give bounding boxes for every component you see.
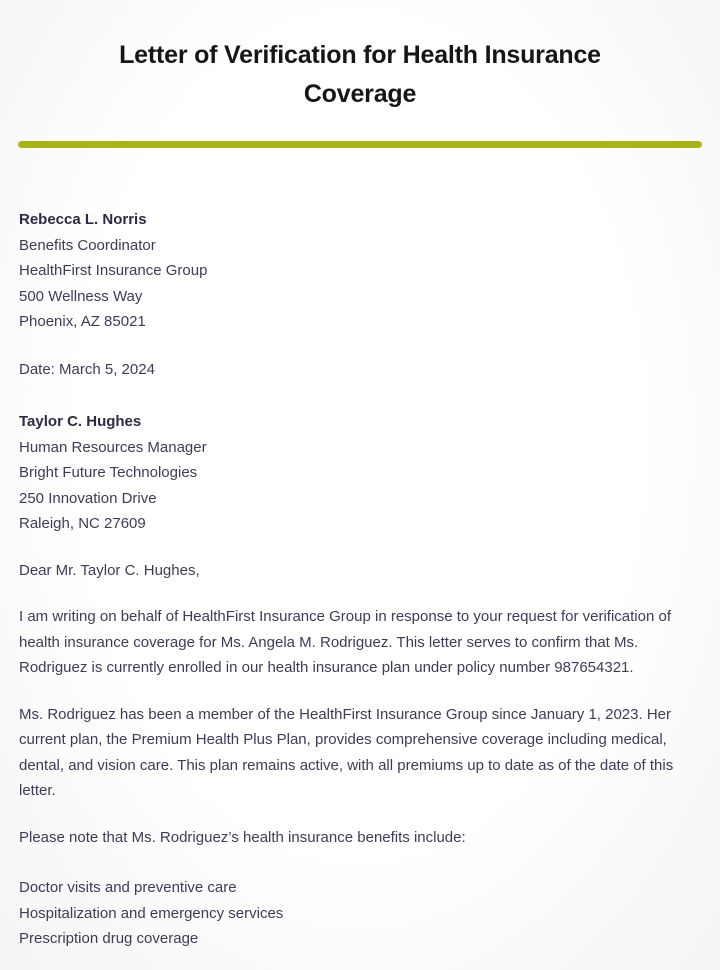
letter-document [0, 36, 720, 970]
accent-divider [18, 141, 702, 148]
paragraph-membership: Ms. Rodriguez has been a member of the HealthFirst Insurance Group since January 1, 2023. Her current plan, the Premium Health Plus Plan, provides comprehensive coverage including medical, dental, and vision care. This plan remains active, with all premiums up to date as of the date of this letter. [19, 705, 674, 799]
sender-organization: HealthFirst Insurance Group [19, 262, 208, 279]
recipient-address-block [19, 409, 701, 537]
sender-address-block [19, 207, 701, 335]
recipient-organization: Bright Future Technologies [19, 464, 198, 481]
date-line: Date: March 5, 2024 [19, 360, 155, 378]
paragraph-verification: I am writing on behalf of HealthFirst Insurance Group in response to your request for verification of health insurance coverage for Ms. Angela M. Rodriguez. This letter serves to confirm that Ms. Rodriguez is currently enrolled in our health insurance plan under policy number 987654321. [19, 608, 671, 676]
benefit-item: Hospitalization and emergency services [19, 904, 284, 922]
recipient-name: Taylor C. Hughes [19, 413, 142, 430]
benefit-item: Doctor visits and preventive care [19, 879, 237, 896]
paragraph-benefits-intro: Please note that Ms. Rodriguez’s health insurance benefits include: [19, 828, 466, 846]
letter-body [0, 148, 720, 952]
benefits-list [19, 875, 701, 952]
page-title: Letter of Verification for Health Insurance Coverage [119, 41, 601, 108]
recipient-job-title: Human Resources Manager [19, 438, 207, 456]
sender-name: Rebecca L. Norris [19, 211, 147, 228]
sender-job-title: Benefits Coordinator [19, 236, 156, 254]
recipient-address-line2: Raleigh, NC 27609 [19, 515, 146, 532]
sender-address-line1: 500 Wellness Way [19, 287, 143, 305]
salutation: Dear Mr. Taylor C. Hughes, [19, 561, 200, 579]
sender-address-line2: Phoenix, AZ 85021 [19, 313, 146, 330]
recipient-address-line1: 250 Innovation Drive [19, 489, 157, 507]
benefit-item: Prescription drug coverage [19, 930, 199, 947]
